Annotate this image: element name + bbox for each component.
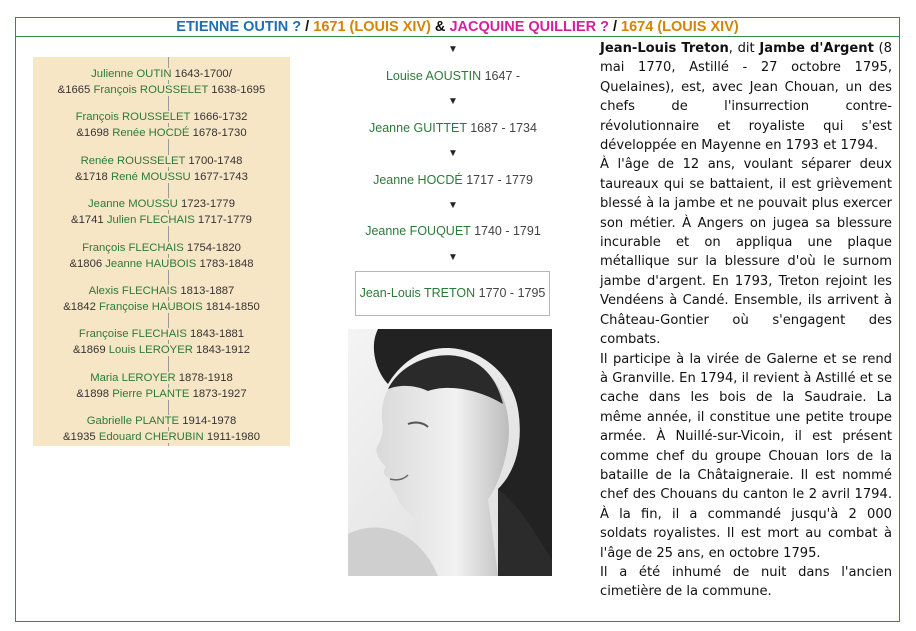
- genealogy-spouse-dates: 1843-1912: [196, 344, 251, 357]
- chain-entry-name: Louise AOUSTIN: [385, 69, 482, 83]
- chain-final-dates: 1770 - 1795: [478, 286, 546, 300]
- genealogy-entry: [33, 326, 290, 358]
- genealogy-marriage-year: &1869: [72, 344, 106, 357]
- genealogy-person-name: Julienne OUTIN: [91, 68, 172, 80]
- genealogy-entry: [33, 66, 290, 98]
- genealogy-marriage-year: &1665: [57, 84, 91, 96]
- chain-entry: [346, 171, 560, 189]
- chain-entry: [346, 119, 560, 137]
- portrait-silhouette-icon: [348, 329, 552, 576]
- title-date1: 1671 (LOUIS XIV): [313, 19, 431, 35]
- genealogy-spouse-dates: 1873-1927: [192, 387, 247, 400]
- genealogy-spouse-name: Louis LEROYER: [108, 344, 193, 357]
- genealogy-spouse-dates: 1814-1850: [205, 301, 260, 313]
- genealogy-person-line: [33, 283, 290, 299]
- genealogy-marriage-year: &1842: [63, 301, 96, 313]
- genealogy-entry: [33, 240, 290, 272]
- genealogy-spouse-line: [33, 212, 290, 228]
- genealogy-spouse-name: Jeanne HAUBOIS: [105, 257, 197, 270]
- genealogy-spouse-name: Edouard CHERUBIN: [98, 431, 204, 444]
- chain-entry: [346, 222, 560, 240]
- down-arrow-icon: ▼: [448, 148, 458, 159]
- genealogy-spouse-line: [33, 256, 290, 272]
- genealogy-person-dates: 1878-1918: [178, 371, 233, 384]
- genealogy-person-name: Alexis FLECHAIS: [88, 285, 178, 297]
- genealogy-spouse-dates: 1911-1980: [206, 431, 260, 444]
- genealogy-person-line: [33, 413, 290, 429]
- page-title: [15, 17, 900, 37]
- bio-paragraph-1: [600, 39, 892, 155]
- bio-paragraph-2: À l'âge de 12 ans, voulant séparer deux taureaux qui se battaient, il est grièvement blessé à la jambe et ne pouvait plus exercer son métier. À Angers on jugea sa blessure incurable et on appliqua une plaque métallique sur la blessure d'où le surnom jambe d'argent. En 1793, Treton rejoint les Vendéens à Candé. Ensemble, ils arrivent à Château-Gontier où s'engagent des combats.: [600, 157, 892, 348]
- title-sep1: /: [301, 19, 314, 35]
- bio-paragraph-4: Il a été inhumé de nuit dans l'ancien cimetière de la commune.: [600, 564, 892, 600]
- genealogy-marriage-year: &1898: [76, 387, 110, 400]
- genealogy-panel: [33, 57, 290, 446]
- genealogy-spouse-line: [33, 299, 290, 315]
- chain-entry-dates: 1647 -: [484, 69, 521, 83]
- genealogy-person-name: Maria LEROYER: [90, 371, 176, 384]
- genealogy-person-line: [33, 153, 290, 169]
- genealogy-marriage-year: &1935: [63, 431, 96, 444]
- title-person1: ETIENNE OUTIN ?: [176, 19, 302, 35]
- chain-entry-name: Jeanne FOUQUET: [365, 224, 471, 238]
- genealogy-person-name: François FLECHAIS: [82, 241, 184, 254]
- genealogy-spouse-line: [33, 125, 290, 141]
- genealogy-entry: [33, 109, 290, 141]
- genealogy-entry: [33, 370, 290, 402]
- genealogy-person-line: [33, 109, 290, 125]
- genealogy-spouse-name: Françoise HAUBOIS: [99, 301, 203, 313]
- genealogy-person-name: Jeanne MOUSSU: [88, 198, 178, 211]
- bio-name: Jean-Louis Treton: [600, 41, 729, 56]
- bio-mid: , dit: [728, 41, 760, 56]
- bio-nickname: Jambe d'Argent: [759, 41, 874, 56]
- genealogy-person-dates: 1643-1700/: [174, 68, 232, 80]
- down-arrow-icon: ▼: [448, 200, 458, 211]
- down-arrow-icon: ▼: [448, 252, 458, 263]
- genealogy-person-dates: 1754-1820: [186, 241, 241, 254]
- genealogy-entry: [33, 153, 290, 185]
- genealogy-entry: [33, 283, 290, 315]
- chain-entry-dates: 1717 - 1779: [466, 173, 533, 187]
- genealogy-spouse-name: René MOUSSU: [110, 170, 191, 183]
- chain-entry-name: Jeanne GUITTET: [369, 121, 467, 135]
- genealogy-person-line: [33, 370, 290, 386]
- genealogy-spouse-line: [33, 169, 290, 185]
- title-date2: 1674 (LOUIS XIV): [621, 19, 739, 35]
- title-person2: JACQUINE QUILLIER ?: [449, 19, 609, 35]
- genealogy-entry: [33, 413, 290, 445]
- biography-text: [600, 39, 892, 602]
- down-arrow-icon: ▼: [448, 44, 458, 55]
- genealogy-spouse-name: Pierre PLANTE: [112, 387, 190, 400]
- genealogy-person-name: Françoise FLECHAIS: [78, 328, 187, 341]
- genealogy-person-line: [33, 326, 290, 342]
- bio-intro-rest: (8 mai 1770, Astillé - 27 octobre 1795, Quelaines), est, avec Jean Chouan, un des chefs de l'insurrection contre-révolutionnaire et royaliste qui s'est développée en Mayenne en 1793 et 1794.: [600, 41, 892, 154]
- genealogy-person-line: [33, 66, 290, 82]
- title-ampersand: &: [430, 19, 450, 35]
- chain-entry: [346, 67, 560, 85]
- genealogy-spouse-dates: 1783-1848: [199, 257, 254, 270]
- genealogy-marriage-year: &1741: [71, 214, 104, 227]
- genealogy-person-line: [33, 240, 290, 256]
- down-arrow-icon: ▼: [448, 96, 458, 107]
- genealogy-person-dates: 1813-1887: [180, 285, 235, 297]
- chain-entry-name: Jeanne HOCDÉ: [373, 173, 463, 187]
- chain-entry-dates: 1687 - 1734: [470, 121, 537, 135]
- portrait-photo: [348, 329, 552, 576]
- genealogy-entry: [33, 196, 290, 228]
- genealogy-person-dates: 1666-1732: [193, 111, 248, 124]
- genealogy-spouse-line: [33, 342, 290, 358]
- genealogy-spouse-dates: 1717-1779: [197, 214, 252, 227]
- genealogy-spouse-line: [33, 82, 290, 98]
- genealogy-person-line: [33, 196, 290, 212]
- genealogy-spouse-line: [33, 386, 290, 402]
- genealogy-marriage-year: &1806: [69, 257, 103, 270]
- chain-final-box: [355, 271, 550, 316]
- genealogy-spouse-name: François ROUSSELET: [93, 84, 209, 96]
- genealogy-person-dates: 1914-1978: [182, 415, 237, 428]
- genealogy-person-name: Renée ROUSSELET: [80, 154, 186, 167]
- genealogy-person-dates: 1723-1779: [180, 198, 235, 211]
- genealogy-marriage-year: &1698: [76, 127, 110, 140]
- genealogy-spouse-name: Julien FLECHAIS: [106, 214, 195, 227]
- genealogy-spouse-name: Renée HOCDÉ: [112, 127, 190, 140]
- genealogy-marriage-year: &1718: [75, 170, 108, 183]
- genealogy-spouse-dates: 1638-1695: [211, 84, 266, 96]
- genealogy-spouse-line: [33, 429, 290, 445]
- genealogy-person-dates: 1843-1881: [190, 328, 245, 341]
- genealogy-spouse-dates: 1677-1743: [193, 170, 248, 183]
- chain-entry-dates: 1740 - 1791: [474, 224, 541, 238]
- genealogy-person-name: Gabrielle PLANTE: [86, 415, 180, 428]
- genealogy-person-dates: 1700-1748: [188, 154, 243, 167]
- chain-final-name: Jean-Louis TRETON: [359, 286, 476, 300]
- bio-paragraph-3: Il participe à la virée de Galerne et se rend à Granville. En 1794, il revient à Astillé et se cache dans les bois de la Saudraie. La même année, il constitue une petite troupe armée. À Nuillé-sur-Vicoin, il est présent comme chef du groupe Chouan lors de la bataille de la Châtaigneraie. Il est nommé chef des Chouans du canton le 2 avril 1794. À la fin, il a commandé jusqu'à 2 000 soldats royalistes. Il est mort au combat à l'âge de 25 ans, en octobre 1795.: [600, 351, 892, 561]
- title-sep2: /: [608, 19, 622, 35]
- genealogy-person-name: François ROUSSELET: [75, 111, 191, 124]
- genealogy-spouse-dates: 1678-1730: [192, 127, 247, 140]
